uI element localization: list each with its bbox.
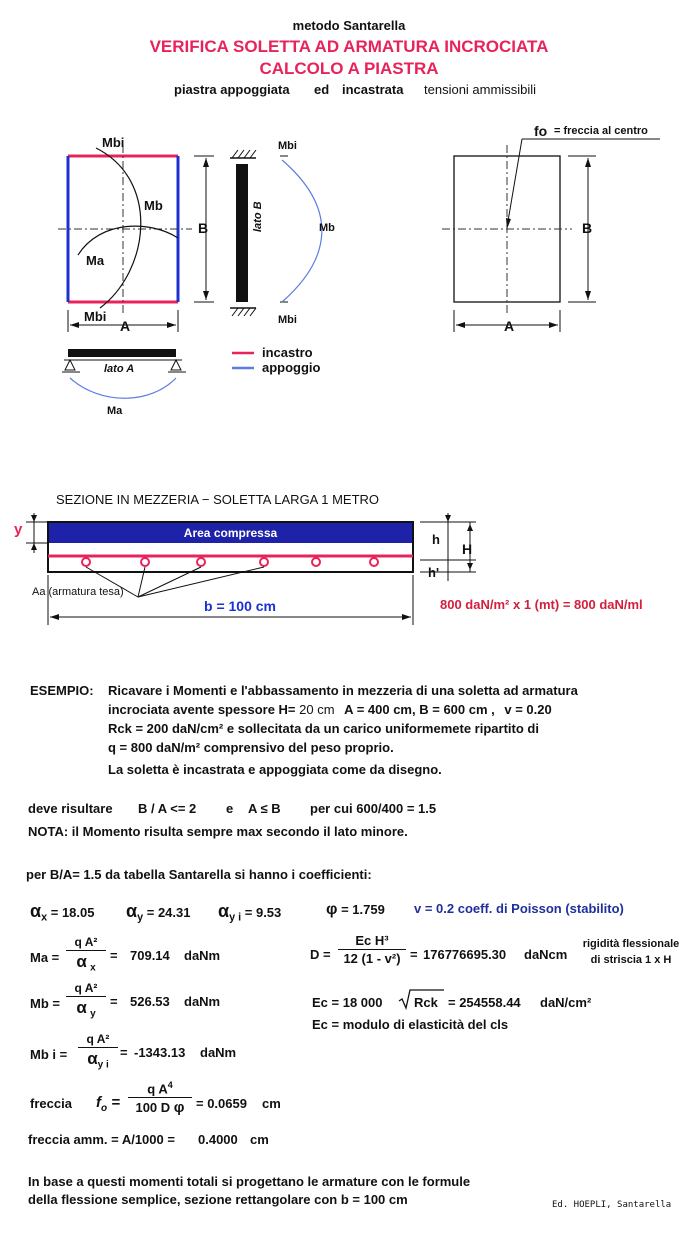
ec-description: Ec = modulo di elasticità del cls <box>312 1017 509 1032</box>
example-line3: Rck = 200 daN/cm² e sollecitata da un carico uniformemete ripartito di <box>108 721 539 736</box>
d-label: D = <box>310 947 331 962</box>
ma-bottom-label: Ma <box>107 405 123 417</box>
example-line5: La soletta è incastrata e appoggiata come da disegno. <box>108 762 442 777</box>
fo-unit: cm <box>262 1096 281 1111</box>
ec-label: Ec = 18 000 <box>312 995 383 1010</box>
fig2-dim-b: B <box>582 220 593 236</box>
side-mbi-bottom: Mbi <box>278 314 297 326</box>
alpha-x-symbol: α <box>30 901 42 921</box>
d-unit: daNcm <box>524 947 568 962</box>
phi-symbol: φ <box>326 901 338 918</box>
mbi-unit: daNm <box>200 1045 237 1060</box>
mb-value: 526.53 <box>130 994 170 1009</box>
ma-fraction: $\frac{\text{q A²}}{\alpha _x}$ <box>66 935 106 973</box>
page-title: VERIFICA SOLETTA AD ARMATURA INCROCIATA <box>149 37 549 56</box>
poisson-note: v = 0.2 coeff. di Poisson (stabilito) <box>414 901 624 916</box>
deflection-diagram <box>420 120 680 340</box>
dim-a-label: A <box>120 318 131 334</box>
fo-description: = freccia al centro <box>554 125 648 137</box>
subtitle-ed: ed <box>314 82 330 97</box>
example-thickness: 20 cm <box>299 702 335 717</box>
subtitle-appoggiata: piastra appoggiata <box>174 82 290 97</box>
mbi-fraction: $\frac{\text{q A²}}{\alpha_{y i}}$ <box>78 1032 118 1070</box>
alpha-y-symbol: α <box>126 901 138 921</box>
b-label: b <box>204 598 213 614</box>
label-ma: Ma <box>86 253 105 268</box>
fo-formula-symbol: $f_o$ = <box>96 1094 121 1114</box>
side-mb: Mb <box>319 222 335 234</box>
subtitle-tensioni: tensioni ammissibili <box>424 82 536 97</box>
example-line2a: incrociata avente spessore H= <box>108 702 296 717</box>
example-dim-a: A = 400 cm, <box>344 702 416 717</box>
ec-radicand: Rck <box>414 995 438 1010</box>
legend-incastro: incastro <box>262 345 313 360</box>
subtitle-incastrata: incastrata <box>342 82 404 97</box>
armatura-tesa-label: Aa (armatura tesa) <box>32 586 124 598</box>
legend-appoggio: appoggio <box>262 360 321 375</box>
condition-ba: B / A <= 2 <box>138 801 197 816</box>
freccia-label: freccia <box>30 1096 72 1111</box>
hp-dimension-label: h' <box>428 565 440 580</box>
ratio-result: per cui 600/400 = 1.5 <box>310 801 437 816</box>
lato-a-label: lato A <box>104 363 135 375</box>
example-poisson: v = 0.20 <box>504 702 552 717</box>
ma-label: Ma = <box>30 950 60 965</box>
label-mbi-top: Mbi <box>102 135 125 150</box>
area-compressa-label: Area compressa <box>183 526 278 540</box>
deve-risultare: deve risultare <box>28 801 113 816</box>
side-mbi-top: Mbi <box>278 140 297 152</box>
section-title: SEZIONE IN MEZZERIA − SOLETTA LARGA 1 METRO <box>56 492 380 507</box>
example-line1: Ricavare i Momenti e l'abbassamento in mezzeria di una soletta ad armatura <box>108 683 578 698</box>
coef-intro: per B/A= 1.5 da tabella Santarella si hanno i coefficienti: <box>26 867 372 882</box>
ec-unit: daN/cm² <box>540 995 592 1010</box>
label-mb: Mb <box>144 198 163 213</box>
alpha-yi-value: 9.53 <box>255 905 282 920</box>
fo-symbol: fo <box>534 123 548 139</box>
nota-text: NOTA: il Momento risulta sempre max secondo il lato minore. <box>28 824 408 839</box>
load-text: 800 daN/m² x 1 (mt) = 800 daN/ml <box>440 597 643 612</box>
method-label: metodo Santarella <box>292 18 406 33</box>
footer-line1: In base a questi momenti totali si progettano le armature con le formule <box>28 1174 471 1189</box>
page-subtitle: CALCOLO A PIASTRA <box>259 59 439 78</box>
condition-e: e <box>226 801 234 816</box>
rigidity-note-2: di striscia 1 x H <box>590 954 672 966</box>
freccia-amm-label: freccia amm. = A/1000 = <box>28 1132 175 1147</box>
b-value: = 100 cm <box>216 598 277 614</box>
ma-value: 709.14 <box>130 948 170 963</box>
publisher-credit: Ed. HOEPLI, Santarella <box>552 1200 672 1210</box>
alpha-y-value: 24.31 <box>157 905 191 920</box>
mb-fraction: $\frac{\text{q A²}}{\alpha _y}$ <box>66 981 106 1019</box>
alpha-x-value: 18.05 <box>61 905 95 920</box>
example-label: ESEMPIO: <box>30 683 94 698</box>
rigidity-note-1: rigidità flessionale <box>582 938 680 950</box>
alpha-yi-symbol: α <box>218 901 230 921</box>
fo-fraction: $\frac{q A^4}{\text{100 D φ}}$ <box>128 1080 192 1116</box>
plate-diagram <box>0 120 340 430</box>
lato-b-label: lato B <box>252 201 264 232</box>
H-dimension-label: H <box>462 541 473 557</box>
footer-line2: della flessione semplice, sezione rettangolare con b = 100 cm <box>28 1192 408 1207</box>
example-dim-b: B = 600 cm , <box>419 702 495 717</box>
freccia-amm-value: 0.4000 <box>198 1132 238 1147</box>
phi-value: 1.759 <box>352 902 385 917</box>
example-line4: q = 800 daN/m² comprensivo del peso proprio. <box>108 740 394 755</box>
mb-label: Mb = <box>30 996 60 1011</box>
ec-value: = 254558.44 <box>448 995 521 1010</box>
h-dimension-label: h <box>432 532 440 547</box>
fig2-dim-a: A <box>504 318 515 334</box>
mbi-label: Mb i = <box>30 1047 68 1062</box>
y-dimension-label: y <box>14 521 23 538</box>
dim-b-label: B <box>198 220 209 236</box>
fo-value: = 0.0659 <box>196 1096 247 1111</box>
section-diagram <box>0 505 698 635</box>
condition-ab: A ≤ B <box>248 801 281 816</box>
label-mbi-bottom: Mbi <box>84 309 107 324</box>
freccia-amm-unit: cm <box>250 1132 269 1147</box>
ma-unit: daNm <box>184 948 221 963</box>
d-value: 176776695.30 <box>423 947 507 962</box>
d-fraction: $\frac{\text{Ec H³}}{\text{12 (1 - v²)}}$ <box>338 933 406 966</box>
mb-unit: daNm <box>184 994 221 1009</box>
mbi-value: -1343.13 <box>134 1045 186 1060</box>
